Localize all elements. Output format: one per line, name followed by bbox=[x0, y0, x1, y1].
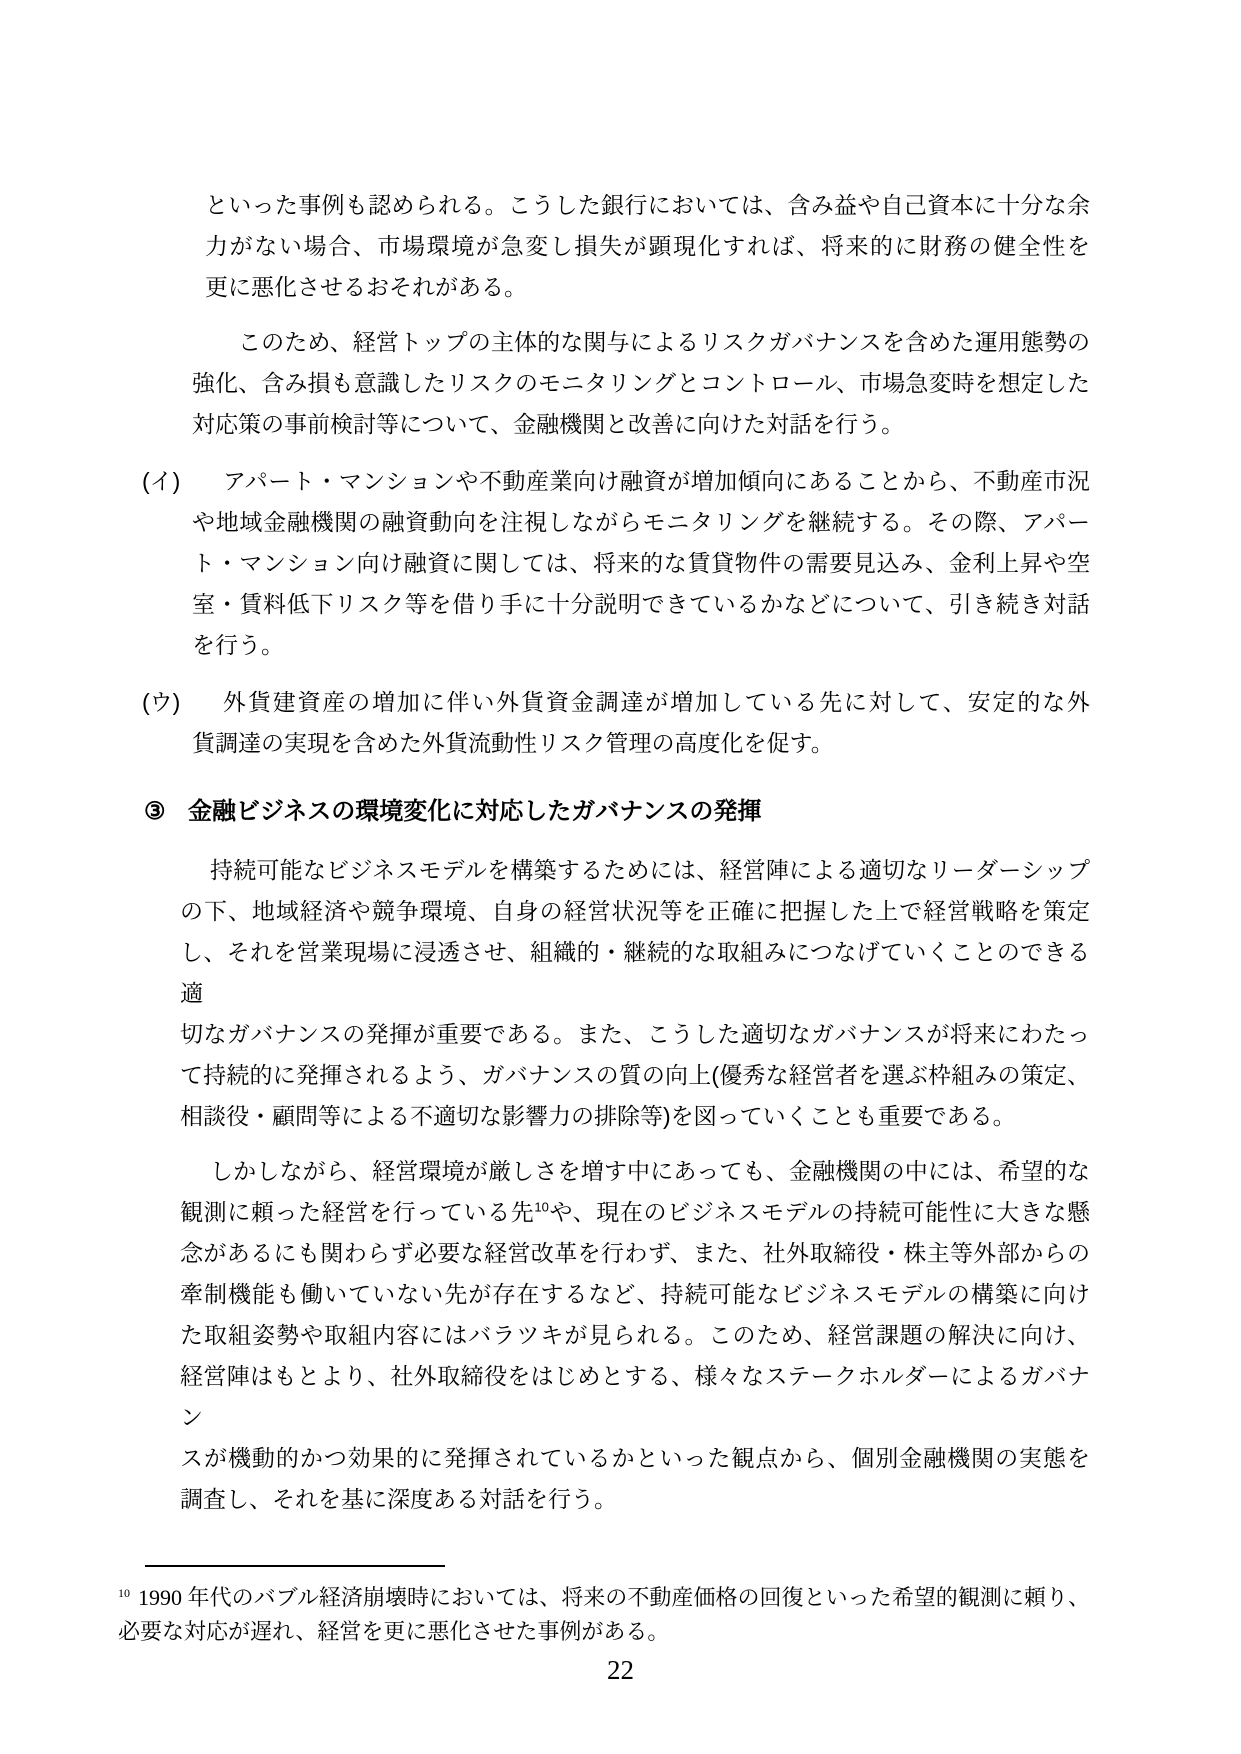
text-line: 調査し、それを基に深度ある対話を行う。 bbox=[180, 1486, 617, 1512]
text-line: といった事例も認められる。こうした銀行においては、含み益や自己資本に十分な余 bbox=[205, 192, 1091, 218]
section-heading-text: 金融ビジネスの環境変化に対応したガバナンスの発揮 bbox=[188, 798, 762, 825]
page-body bbox=[0, 185, 1241, 1520]
text-line: 経営陣はもとより、社外取締役をはじめとする、様々なステークホルダーによるガバナン bbox=[180, 1363, 1090, 1430]
item-u-text bbox=[192, 682, 1090, 764]
text-line: し、それを営業現場に浸透させ、組織的・継続的な取組みにつなげていくことのできる適 bbox=[180, 939, 1090, 1006]
list-item-u bbox=[142, 682, 1090, 764]
page-number: 22 bbox=[607, 1655, 634, 1685]
footnote bbox=[118, 1581, 1090, 1649]
text-line: の下、地域経済や競争環境、自身の経営状況等を正確に把握した上で経営戦略を策定 bbox=[180, 898, 1090, 924]
text-line: 更に悪化させるおそれがある。 bbox=[205, 274, 527, 300]
text-line: 外貨建資産の増加に伴い外貨資金調達が増加している先に対して、安定的な外 bbox=[223, 689, 1090, 715]
text-line: 強化、含み損も意識したリスクのモニタリングとコントロール、市場急変時を想定した bbox=[192, 370, 1090, 396]
paragraph-governance-2 bbox=[180, 1151, 1090, 1520]
paragraph-dialogue bbox=[192, 322, 1090, 445]
footnote-ref: 10 bbox=[534, 1199, 549, 1215]
text-line: 相談役・顧問等による不適切な影響力の排除等)を図っていくことも重要である。 bbox=[180, 1103, 1016, 1129]
footnote-ref: 10 bbox=[118, 1585, 130, 1600]
text-line bbox=[118, 1581, 1090, 1615]
text-line: た取組姿勢や取組内容にはバラツキが見られる。このため、経営課題の解決に向け、 bbox=[180, 1322, 1090, 1348]
list-item-i bbox=[142, 461, 1090, 666]
item-u-marker: (ウ) bbox=[142, 689, 181, 715]
text-line: 牽制機能も働いていない先が存在するなど、持続可能なビジネスモデルの構築に向け bbox=[180, 1281, 1090, 1307]
text-line bbox=[180, 1192, 1090, 1233]
section-heading-3 bbox=[144, 790, 1241, 834]
line-text: 観測に頼った経営を行っている先 bbox=[180, 1199, 535, 1225]
footnote-separator bbox=[145, 1565, 445, 1567]
paragraph-continuation bbox=[205, 185, 1090, 308]
text-line: スが機動的かつ効果的に発揮されているかといった観点から、個別金融機関の実態を bbox=[180, 1445, 1090, 1471]
text-line: このため、経営トップの主体的な関与によるリスクガバナンスを含めた運用態勢の bbox=[238, 329, 1090, 355]
text-line: 力がない場合、市場環境が急変し損失が顕現化すれば、将来的に財務の健全性を bbox=[205, 233, 1090, 259]
text-line: 切なガバナンスの発揮が重要である。また、こうした適切なガバナンスが将来にわたっ bbox=[180, 1021, 1090, 1047]
paragraph-governance-1 bbox=[180, 850, 1090, 1137]
text-line: 念があるにも関わらず必要な経営改革を行わず、また、社外取締役・株主等外部からの bbox=[180, 1240, 1090, 1266]
item-i-text bbox=[192, 461, 1090, 666]
section-number: ③ bbox=[144, 798, 166, 825]
text-line: ト・マンション向け融資に関しては、将来的な賃貸物件の需要見込み、金利上昇や空 bbox=[192, 550, 1090, 576]
line-text: や、現在のビジネスモデルの持続可能性に大きな懸 bbox=[548, 1199, 1090, 1225]
text-line: 必要な対応が遅れ、経営を更に悪化させた事例がある。 bbox=[118, 1619, 670, 1644]
text-line: や地域金融機関の融資動向を注視しながらモニタリングを継続する。その際、アパー bbox=[192, 509, 1090, 535]
item-i-marker: (イ) bbox=[142, 468, 181, 494]
line-text: 1990 年代のバブル経済崩壊時においては、将来の不動産価格の回復といった希望的観測に頼り、 bbox=[138, 1585, 1090, 1610]
text-line: アパート・マンションや不動産業向け融資が増加傾向にあることから、不動産市況 bbox=[223, 468, 1090, 494]
text-line: 貨調達の実現を含めた外貨流動性リスク管理の高度化を促す。 bbox=[192, 730, 834, 756]
text-line: しかしながら、経営環境が厳しさを増す中にあっても、金融機関の中には、希望的な bbox=[210, 1158, 1090, 1184]
text-line: 持続可能なビジネスモデルを構築するためには、経営陣による適切なリーダーシップ bbox=[210, 857, 1090, 883]
text-line: て持続的に発揮されるよう、ガバナンスの質の向上(優秀な経営者を選ぶ枠組みの策定、 bbox=[180, 1062, 1090, 1088]
text-line: 対応策の事前検討等について、金融機関と改善に向けた対話を行う。 bbox=[192, 411, 905, 437]
text-line: 室・賃料低下リスク等を借り手に十分説明できているかなどについて、引き続き対話 bbox=[192, 591, 1090, 617]
text-line: を行う。 bbox=[192, 632, 284, 658]
